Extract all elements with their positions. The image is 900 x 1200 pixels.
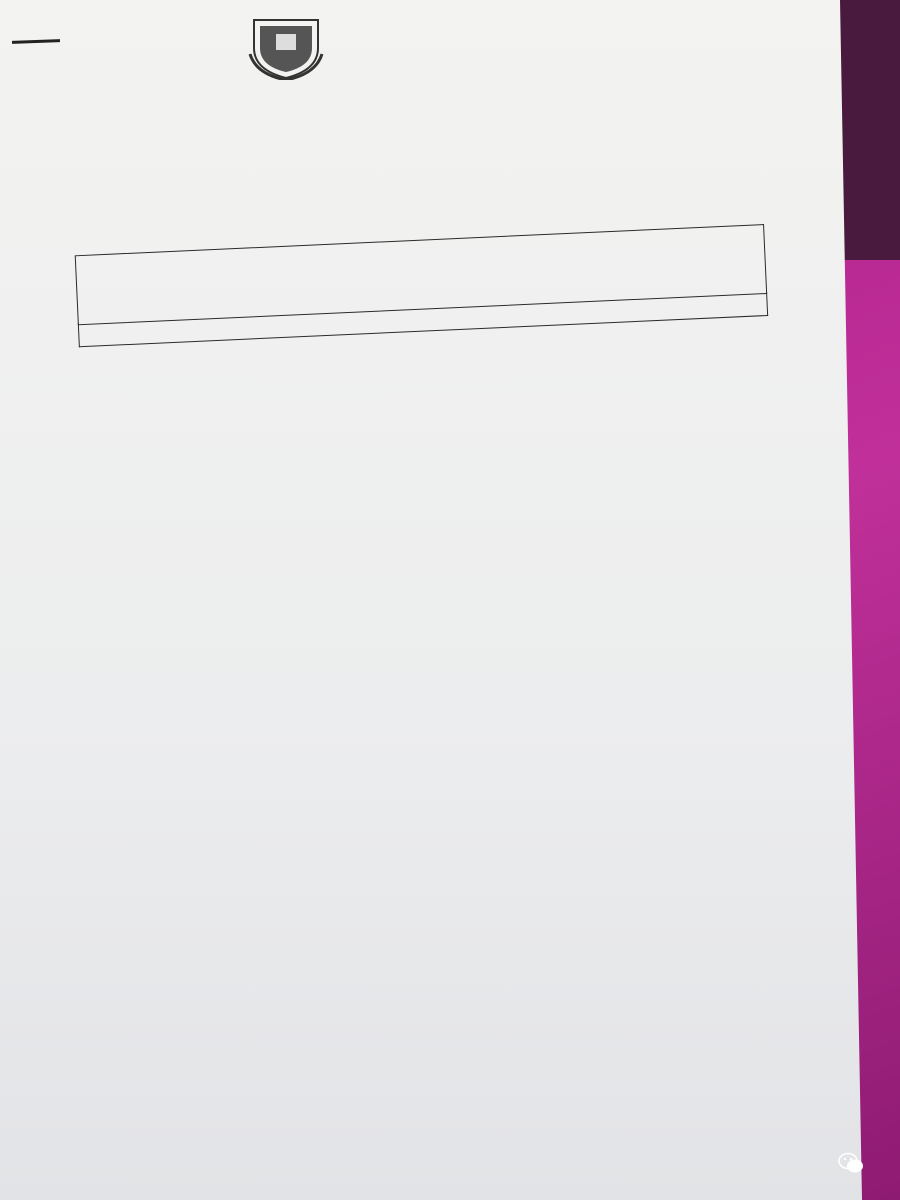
pen-mark <box>12 39 60 44</box>
scale-legend <box>84 231 755 261</box>
school-crest-icon <box>246 14 326 80</box>
background-shadow <box>840 0 900 260</box>
instruction-text <box>84 231 755 261</box>
wechat-icon <box>838 1152 864 1174</box>
evaluation-table <box>60 201 900 1179</box>
table-rows <box>60 201 900 240</box>
watermark <box>838 1152 872 1174</box>
